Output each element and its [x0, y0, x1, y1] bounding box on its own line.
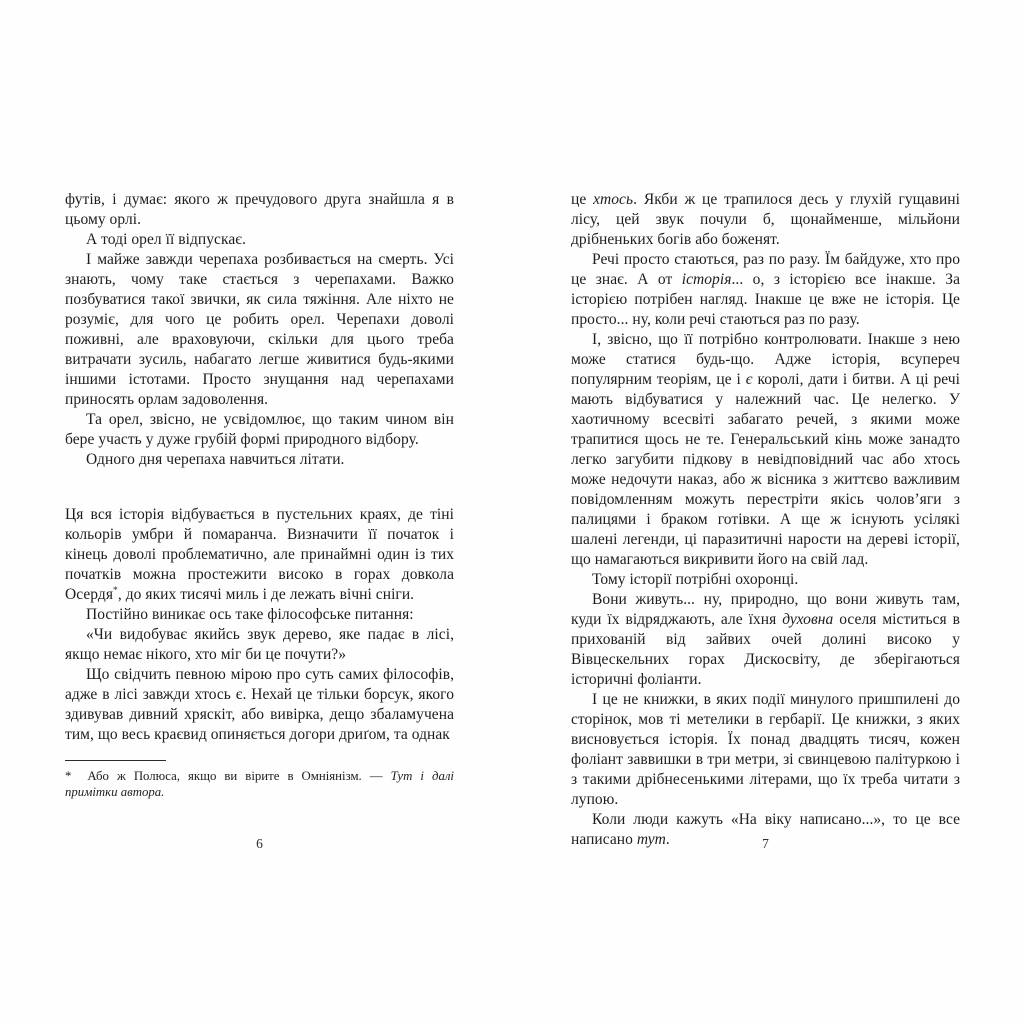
text-run: ... о, з історією все інакше. За історією потрібен нагляд. Інакше це вже не історія. Це просто... ну, коли речі стаються раз по разу. — [571, 271, 960, 328]
footnote-marker: * — [65, 769, 72, 783]
text-run: І це не книжки, в яких події минулого пришпилені до сторінок, мов ті метелики в гербарії. Це книжки, з яких висновується історія. Їх понад двадцять тисяч, кожен фоліант заввишки в три метри, зі свинцевою палітуркою і з такими дрібнесенькими літерами, що їх треба читати з лупою. — [571, 691, 960, 808]
page-number-left: 6 — [256, 836, 263, 851]
text-run: Або ж Полюса, якщо ви вірите в Омніянізм. — — [87, 769, 391, 783]
footnote-separator — [65, 760, 166, 761]
footnote-body — [65, 769, 454, 799]
italic-run: духовна — [782, 611, 834, 628]
italic-run: Тут і далі примітки автора. — [65, 769, 454, 799]
paragraph — [65, 665, 454, 745]
paragraph — [65, 410, 454, 450]
footnote-text — [65, 768, 454, 800]
text-run: це — [571, 191, 594, 208]
text-run: А тоді орел її відпускає. — [86, 231, 246, 248]
text-run: футів, і думає: якого ж пречудового друга знайшла я в цьому орлі. — [65, 191, 454, 228]
footnote — [65, 760, 454, 800]
text-run: Одного дня черепаха навчиться літати. — [86, 451, 345, 468]
text-run: І майже завжди черепаха розбивається на смерть. Усі знають, чому таке стається з черепахами. Важко позбуватися такої звички, як сила тяжіння. Але ніхто не розуміє, для чого це робить орел. Черепахи доволі поживні, але враховуючи, скільки для цього треба витрачати зусиль, набагато легше живитися будь-якими іншими істотами. Просто знущання над черепахами приносять орлам задоволення. — [65, 251, 454, 408]
paragraph — [65, 605, 454, 625]
text-run: Ця вся історія відбувається в пустельних краях, де тіні кольорів умбри й помаранча. Визначити її початок і кінець доволі проблематично, але принаймні один із тих початків можна простежити високо в горах довкола Осердя — [65, 506, 454, 603]
paragraph — [571, 570, 960, 590]
text-run: оселя міститься в прихованій від зайвих очей долині високо у Вівцескельних горах Дискосвіту, де зберігаються історичні фоліанти. — [571, 611, 960, 688]
paragraph — [571, 690, 960, 810]
text-run: Що свідчить певною мірою про суть самих філософів, адже в лісі завжди хтось є. Нехай це тільки борсук, якого здивував дивний хряскіт, або вивірка, дещо збаламучена тим, що весь краєвид опиняється догори дриґом, та однак — [65, 666, 454, 743]
paragraph — [571, 190, 960, 250]
text-run: королі, дати і битви. А ці речі мають відбуватися у належний час. Це нелегко. У хаотичному всесвіті забагато речей, з якими може трапитися щось не те. Генеральський кінь може занадто легко загубити підкову в невідповідний час або хтось може недочути наказ, або ж вісника з життєво важливим повідомленням можуть перестріти якісь чолов’яги з палицями і браком готівки. А ще ж існують усілякі шалені легенди, ці паразитичні нарости на дереві історії, що намагаються викривити його на свій лад. — [571, 371, 960, 568]
paragraph — [571, 250, 960, 330]
text-run: І, звісно, що її потрібно контролювати. Інакше з нею може статися будь-що. Адже історія, всупереч популярним теоріям, це і — [571, 331, 960, 388]
text-run: . Якби ж це трапилося десь у глухій гущавині лісу, цей звук почули б, щонайменше, мільйони дрібненьких богів або боженят. — [571, 191, 960, 248]
footnote-reference-mark: * — [113, 584, 118, 596]
paragraph — [65, 250, 454, 410]
text-run: Тому історії потрібні охоронці. — [592, 571, 799, 588]
text-run: Речі просто стаються, раз по разу. Їм байдуже, хто про це знає. А от — [571, 251, 960, 288]
page-number-right: 7 — [762, 836, 769, 851]
paragraph — [65, 190, 454, 230]
text-run: Вони живуть... ну, природно, що вони живуть там, куди їх відряджають, але їхня — [571, 591, 960, 628]
paragraph — [65, 450, 454, 470]
paragraph — [571, 330, 960, 570]
italic-run: є — [745, 371, 753, 388]
text-run: Постійно виникає ось таке філософське питання: — [86, 606, 414, 623]
text-run: Коли люди кажуть «На віку написано...», то це все написано — [571, 811, 960, 848]
text-run: , до яких тисячі миль і де лежать вічні сніги. — [117, 586, 415, 603]
paragraph — [571, 590, 960, 690]
italic-run: історія — [681, 271, 732, 288]
paragraph — [65, 230, 454, 250]
text-run: «Чи видобуває якийсь звук дерево, яке падає в лісі, якщо немає нікого, хто міг би це почути?» — [65, 626, 454, 663]
text-run: Та орел, звісно, не усвідомлює, що таким чином він бере участь у дуже грубій формі природного відбору. — [65, 411, 454, 448]
paragraph — [65, 625, 454, 665]
page-right-body — [571, 190, 960, 850]
italic-run: хтось — [593, 191, 634, 208]
paragraph — [65, 505, 454, 605]
italic-run: тут — [636, 831, 666, 848]
page-left-body — [65, 190, 454, 745]
text-run: . — [665, 831, 670, 848]
